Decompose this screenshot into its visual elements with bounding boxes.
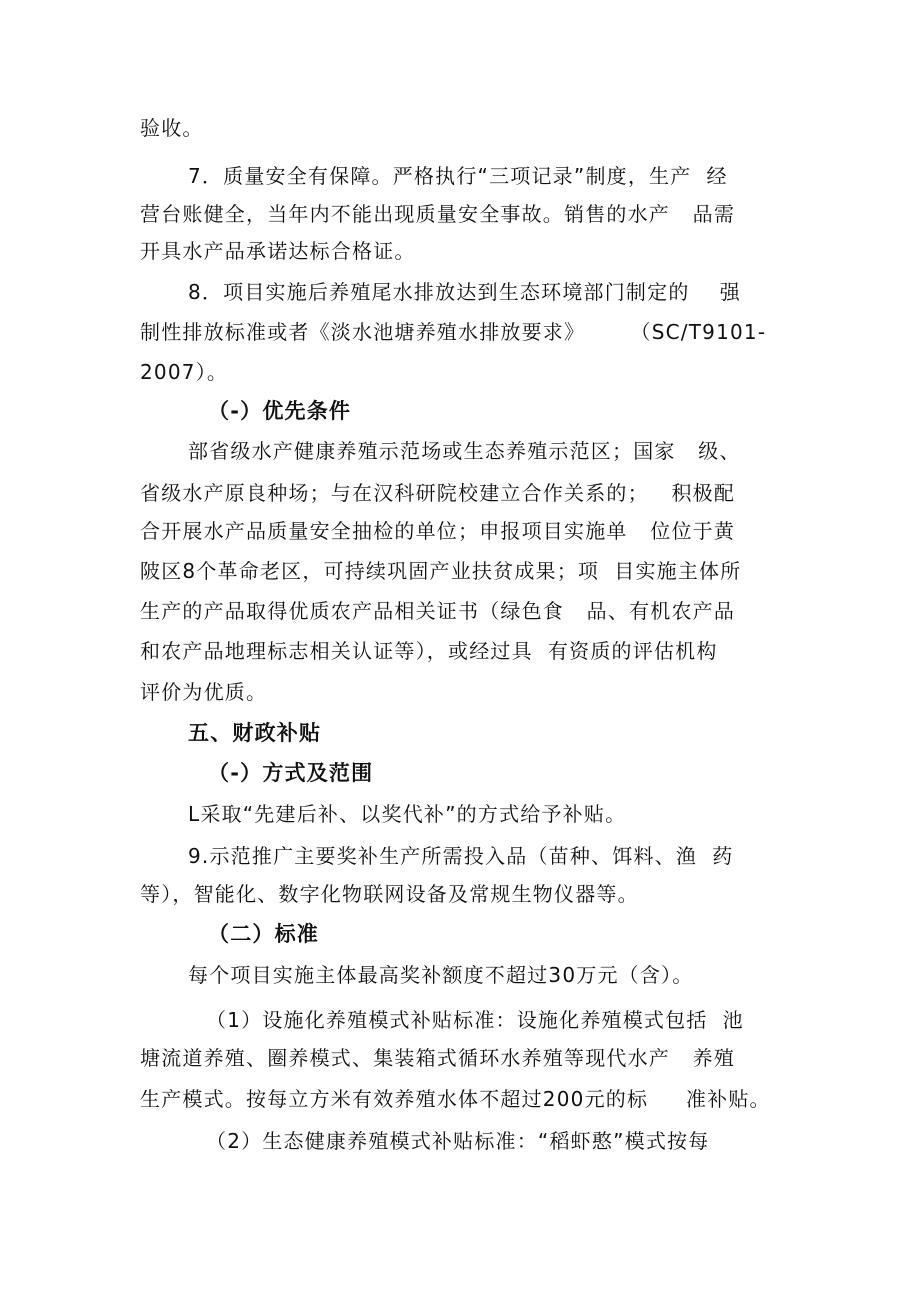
text-line: L采取“先建后补、以奖代补”的方式给予补贴。 xyxy=(188,802,627,826)
text-line: 营台账健全，当年内不能出现质量安全事故。销售的水产 品需 xyxy=(140,202,736,226)
text-line: 开具水产品承诺达标合格证。 xyxy=(140,239,416,263)
text-line: 等），智能化、数字化物联网设备及常规生物仪器等。 xyxy=(140,882,639,906)
text-line: 7．质量安全有保障。严格执行“三项记录”制度，生产 经 xyxy=(188,164,728,188)
text-line: 评价为优质。 xyxy=(140,680,268,704)
text-line: 和农产品地理标志相关认证等），或经过具 有资质的评估机构 xyxy=(140,639,718,663)
section-heading: （-）方式及范围 xyxy=(208,761,374,785)
text-line: （1）设施化养殖模式补贴标准：设施化养殖模式包括 池 xyxy=(206,1008,744,1032)
text-line: 9.示范推广主要奖补生产所需投入品（苗种、饵料、渔 药 xyxy=(188,844,734,868)
text-line: 部省级水产健康养殖示范场或生态养殖示范区；国家 级、 xyxy=(188,439,741,463)
text-line: 生产的产品取得优质农产品相关证书（绿色食 品、有机农产品 xyxy=(140,599,736,623)
text-line: 省级水产原良种场；与在汉科研院校建立合作关系的； 积极配 xyxy=(140,481,736,505)
section-heading: 五、财政补贴 xyxy=(188,721,322,745)
text-line: 陂区8个革命老区，可持续巩固产业扶贫成果；项 目实施主体所 xyxy=(140,559,742,583)
text-line: 塘流道养殖、圈养模式、集装箱式循环水养殖等现代水产 养殖 xyxy=(140,1046,736,1070)
text-line: 每个项目实施主体最高奖补额度不超过30万元（含）。 xyxy=(188,963,694,987)
section-heading: （-）优先条件 xyxy=(208,399,352,423)
text-line: 生产模式。按每立方米有效养殖水体不超过200元的标 准补贴。 xyxy=(140,1087,771,1111)
section-heading: （二）标准 xyxy=(208,922,319,946)
text-line: 制性排放标准或者《淡水池塘养殖水排放要求》 （SC/T9101- xyxy=(140,320,767,344)
text-line: （2）生态健康养殖模式补贴标准：“稻虾憨”模式按每 xyxy=(206,1129,710,1153)
text-line: 合开展水产品质量安全抽检的单位；申报项目实施单 位位于黄 xyxy=(140,519,736,543)
text-line: 验收。 xyxy=(140,116,204,140)
text-line: 2007）。 xyxy=(140,360,229,384)
text-line: 8．项目实施后养殖尾水排放达到生态环境部门制定的 强 xyxy=(188,280,741,304)
